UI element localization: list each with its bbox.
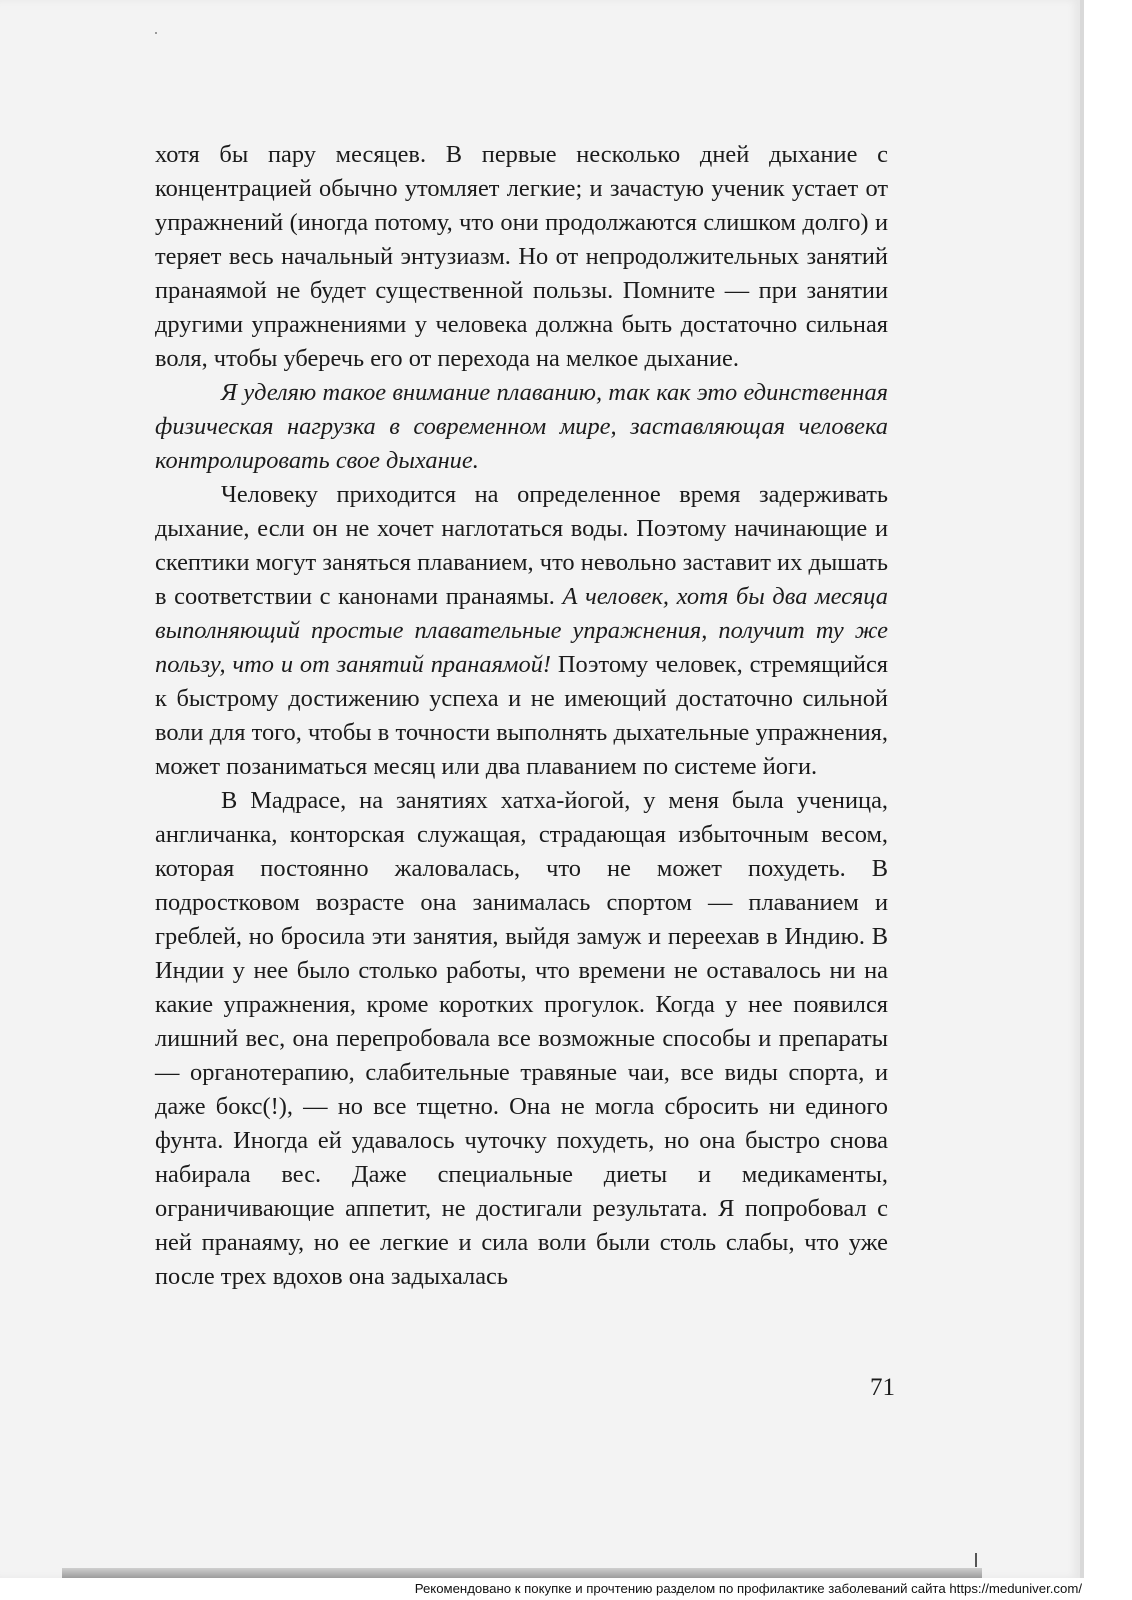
paragraph-3-start: Человеку приходится на определенное время задерживать дыхание, если он не хочет наглотаться воды. Поэтому начинающие и скептики могут заняться плаванием, что невольно заставит их дышать в соответствии с канонами пранаямы. xyxy=(155,481,888,610)
page-bottom-edge xyxy=(62,1568,982,1578)
footer xyxy=(0,1578,1132,1600)
paragraph-3-end: Поэтому человек, стремящийся к быстрому достижению успеха и не имеющий достаточно сильной воли для того, чтобы в точности выполнять дыхательные упражнения, может позаниматься месяц или два плаванием по системе йоги. xyxy=(155,651,889,780)
page-number: 71 xyxy=(870,1374,895,1401)
page-text xyxy=(155,138,888,1294)
paragraph-4: В Мадрасе, на занятиях хатха-йогой, у меня была ученица, англичанка, конторская служащая, страдающая избыточным весом, которая постоянно жаловалась, что не может похудеть. В подростковом возрасте она занималась спортом — плаванием и греблей, но бросила эти занятия, выйдя замуж и переехав в Индию. В Индии у нее было столько работы, что времени не оставалось ни на какие упражнения, кроме коротких прогулок. Когда у нее появился лишний вес, она перепробовала все возможные способы и препараты — органотерапию, слабительные травяные чаи, все виды спорта, и даже бокс(!), — но все тщетно. Она не могла сбросить ни единого фунта. Иногда ей удавалось чуточку похудеть, но она быстро снова набирала вес. Даже специальные диеты и медикаменты, ограничивающие аппетит, не достигали результата. Я попробовал с ней пранаяму, но ее легкие и сила воли были столь слабы, что уже после трех вдохов она задыхалась xyxy=(155,787,888,1290)
page-edge xyxy=(1080,0,1084,1578)
paragraph-1: хотя бы пару месяцев. В первые несколько дней дыхание с концентрацией обычно утомляет легкие; и зачастую ученик устает от упражнений (иногда потому, что они продолжаются слишком долго) и теряет весь начальный энтузиазм. Но от непродолжительных занятий пранаямой не будет существенной пользы. Помните — при занятии другими упражнениями у человека должна быть достаточно сильная воля, чтобы уберечь его от перехода на мелкое дыхание. xyxy=(155,141,888,372)
binding-mark xyxy=(975,1553,977,1567)
paragraph-3-italic: А человек, хотя бы два месяца выполняющий простые плавательные упражнения, получит ту же пользу, что и от занятий пранаямой! xyxy=(155,583,888,678)
scan-speck xyxy=(155,32,157,34)
italic-text: Я уделяю такое внимание плаванию, так как это единственная физическая нагрузка в современном мире, заставляющая человека контролировать свое дыхание. xyxy=(155,379,888,474)
paragraph-2-italic xyxy=(155,376,888,478)
paragraph-3 xyxy=(155,478,888,784)
footer-note: Рекомендовано к покупке и прочтению разделом по профилактике заболеваний сайта https://meduniver.com/ xyxy=(414,1581,1082,1596)
